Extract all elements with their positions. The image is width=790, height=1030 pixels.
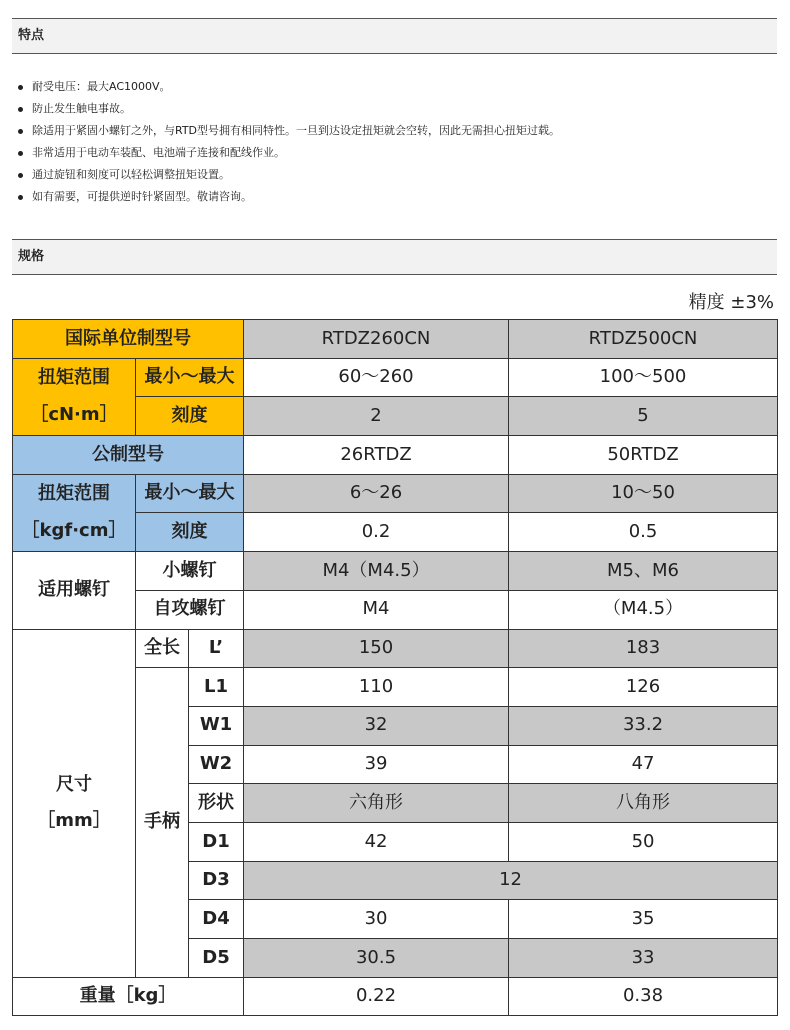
handle-label: 手柄 [136, 668, 189, 978]
d1-cell: 50 [509, 822, 778, 861]
w2-cell: 39 [244, 745, 509, 784]
d1-label: D1 [189, 822, 244, 861]
screw-label: 适用螺钉 [13, 552, 136, 629]
si-model-cell: RTDZ260CN [244, 320, 509, 359]
scale-cnm-cell: 5 [509, 397, 778, 436]
d3-label: D3 [189, 861, 244, 900]
small-screw-label: 小螺钉 [136, 552, 244, 591]
overall-length-label: 全长 [136, 629, 189, 668]
small-screw-cell: M4（M4.5） [244, 552, 509, 591]
feature-item: 耐受电压：最大AC1000V。 [14, 76, 774, 98]
torque-kgfcm-cell: 10～50 [509, 474, 778, 513]
feature-item: 防止发生触电事故。 [14, 98, 774, 120]
feature-item: 除适用于紧固小螺钉之外，与RTD型号拥有相同特性。一旦到达设定扭矩就会空转，因此无需担心扭矩过载。 [14, 120, 774, 142]
metric-model-cell: 50RTDZ [509, 436, 778, 475]
d5-cell: 33 [509, 939, 778, 978]
l-prime-cell: 150 [244, 629, 509, 668]
table-row [13, 977, 778, 1016]
w1-label: W1 [189, 706, 244, 745]
min-max-label: 最小～最大 [136, 358, 244, 397]
shape-label: 形状 [189, 784, 244, 823]
w2-label: W2 [189, 745, 244, 784]
torque-kgfcm-cell: 6～26 [244, 474, 509, 513]
torque-range-cnm-label [13, 358, 136, 435]
scale-label: 刻度 [136, 513, 244, 552]
l1-label: L1 [189, 668, 244, 707]
torque-cnm-cell: 60～260 [244, 358, 509, 397]
dimension-unit-text: ［mm］ [37, 810, 111, 832]
table-row [13, 320, 778, 359]
d1-cell: 42 [244, 822, 509, 861]
scale-kgfcm-cell: 0.5 [509, 513, 778, 552]
feature-item: 非常适用于电动车装配、电池端子连接和配线作业。 [14, 142, 774, 164]
si-model-cell: RTDZ500CN [509, 320, 778, 359]
d5-cell: 30.5 [244, 939, 509, 978]
unit-cnm-text: ［cN·m］ [30, 403, 118, 425]
l-prime-label: L’ [189, 629, 244, 668]
shape-cell: 八角形 [509, 784, 778, 823]
features-section-header: 特点 [12, 18, 777, 54]
torque-range-text: 扭矩范围 [38, 483, 110, 505]
table-row [13, 474, 778, 513]
d3-cell: 12 [244, 861, 778, 900]
dimension-text: 尺寸 [56, 773, 92, 795]
unit-kgfcm-text: ［kgf·cm］ [21, 519, 127, 541]
features-list [14, 76, 774, 208]
w1-cell: 32 [244, 706, 509, 745]
w2-cell: 47 [509, 745, 778, 784]
tapping-screw-cell: M4 [244, 590, 509, 629]
spec-section-header: 规格 [12, 239, 777, 275]
d5-label: D5 [189, 939, 244, 978]
table-row [13, 358, 778, 397]
torque-range-text: 扭矩范围 [38, 367, 110, 389]
torque-range-kgfcm-label [13, 474, 136, 551]
d4-cell: 30 [244, 900, 509, 939]
tapping-screw-cell: （M4.5） [509, 590, 778, 629]
l1-cell: 110 [244, 668, 509, 707]
metric-model-label: 公制型号 [13, 436, 244, 475]
small-screw-cell: M5、M6 [509, 552, 778, 591]
metric-model-cell: 26RTDZ [244, 436, 509, 475]
feature-item: 通过旋钮和刻度可以轻松调整扭矩设置。 [14, 164, 774, 186]
table-row [13, 436, 778, 475]
l-prime-cell: 183 [509, 629, 778, 668]
si-model-label: 国际单位制型号 [13, 320, 244, 359]
table-row [13, 552, 778, 591]
table-row [13, 629, 778, 668]
scale-kgfcm-cell: 0.2 [244, 513, 509, 552]
d4-cell: 35 [509, 900, 778, 939]
scale-cnm-cell: 2 [244, 397, 509, 436]
spec-table [12, 319, 778, 1016]
shape-cell: 六角形 [244, 784, 509, 823]
weight-cell: 0.38 [509, 977, 778, 1016]
precision-note: 精度 ±3% [688, 292, 774, 313]
torque-cnm-cell: 100～500 [509, 358, 778, 397]
tapping-screw-label: 自攻螺钉 [136, 590, 244, 629]
d4-label: D4 [189, 900, 244, 939]
weight-label: 重量［kg］ [13, 977, 244, 1016]
weight-cell: 0.22 [244, 977, 509, 1016]
l1-cell: 126 [509, 668, 778, 707]
feature-item: 如有需要，可提供逆时针紧固型。敬请咨询。 [14, 186, 774, 208]
w1-cell: 33.2 [509, 706, 778, 745]
min-max-label: 最小～最大 [136, 474, 244, 513]
dimension-label [13, 629, 136, 977]
scale-label: 刻度 [136, 397, 244, 436]
